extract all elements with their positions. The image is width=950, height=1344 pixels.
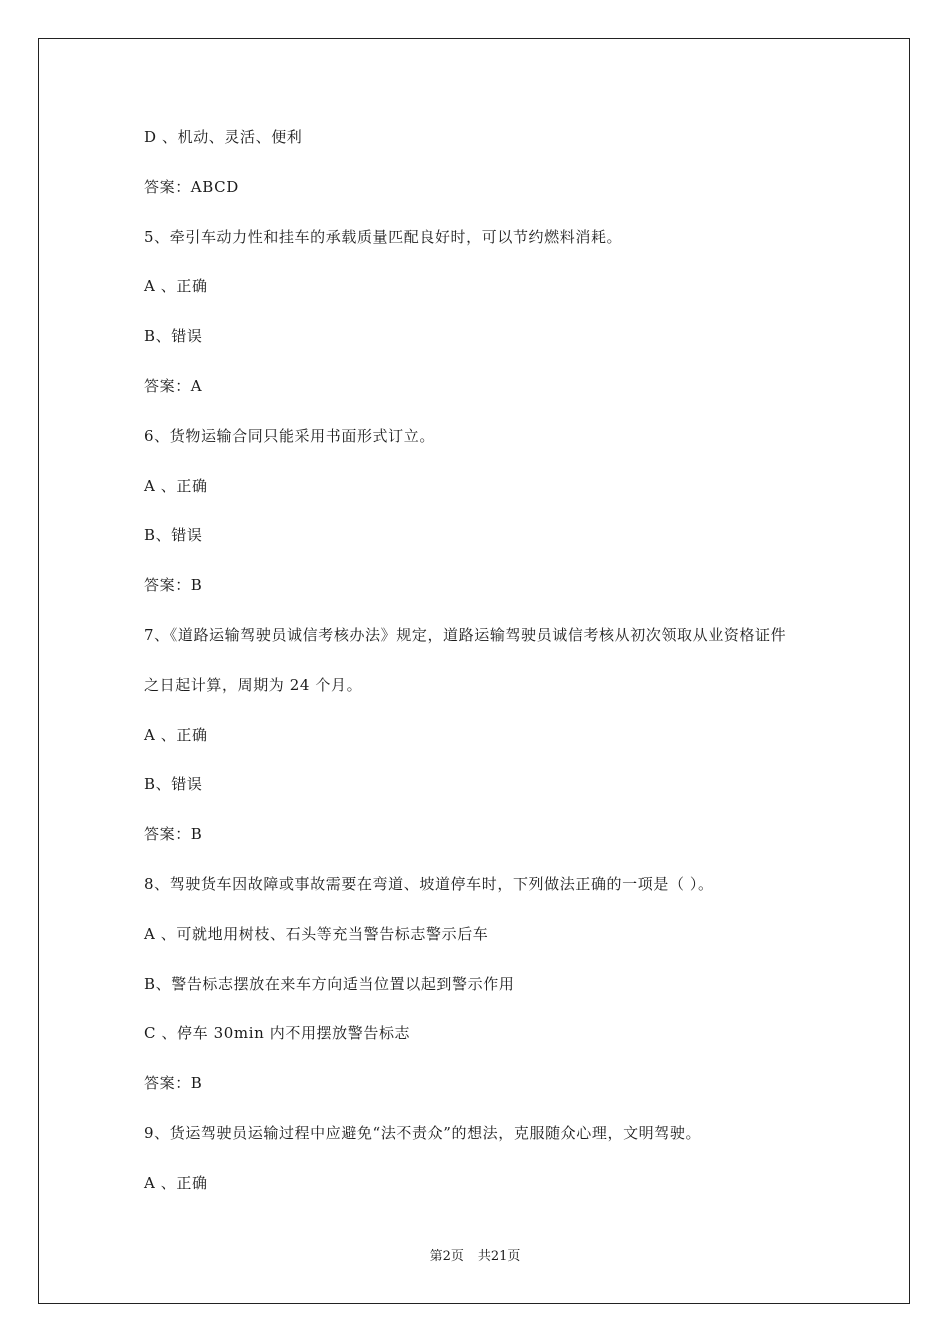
option-b: B、警告标志摆放在来车方向适当位置以起到警示作用 — [144, 974, 515, 993]
question-8: 8、驾驶货车因故障或事故需要在弯道、坡道停车时，下列做法正确的一项是（ ）。 — [144, 874, 714, 893]
option-b: B、错误 — [144, 327, 203, 346]
option-c: C 、停车 30min 内不用摆放警告标志 — [144, 1024, 411, 1043]
answer-7: 答案：B — [144, 825, 203, 844]
option-a: A 、正确 — [144, 277, 208, 296]
option-d: D 、机动、灵活、便利 — [144, 128, 303, 146]
answer-6: 答案：B — [144, 576, 203, 595]
option-a: A 、可就地用树枝、石头等充当警告标志警示后车 — [144, 924, 489, 943]
page-footer — [0, 1248, 950, 1266]
page-total: 共21页 — [477, 1249, 521, 1264]
option-a: A 、正确 — [144, 476, 208, 495]
question-6: 6、货物运输合同只能采用书面形式订立。 — [144, 426, 435, 445]
option-a: A 、正确 — [144, 1173, 208, 1192]
question-7: 7、《道路运输驾驶员诚信考核办法》规定，道路运输驾驶员诚信考核从初次领取从业资格证件 — [144, 625, 787, 644]
answer-8: 答案：B — [144, 1074, 203, 1093]
answer-5: 答案：A — [144, 376, 203, 395]
answer-4: 答案：ABCD — [144, 177, 239, 196]
option-a: A 、正确 — [144, 725, 208, 744]
option-b: B、错误 — [144, 775, 203, 794]
question-5: 5、牵引车动力性和挂车的承载质量匹配良好时，可以节约燃料消耗。 — [144, 227, 623, 246]
document-body — [144, 125, 844, 1221]
question-9: 9、货运驾驶员运输过程中应避免“法不责众”的想法，克服随众心理，文明驾驶。 — [144, 1123, 702, 1142]
page-number: 第2页 — [429, 1249, 464, 1264]
option-b: B、错误 — [144, 526, 203, 545]
question-7-continued: 之日起计算，周期为 24 个月。 — [144, 675, 363, 694]
